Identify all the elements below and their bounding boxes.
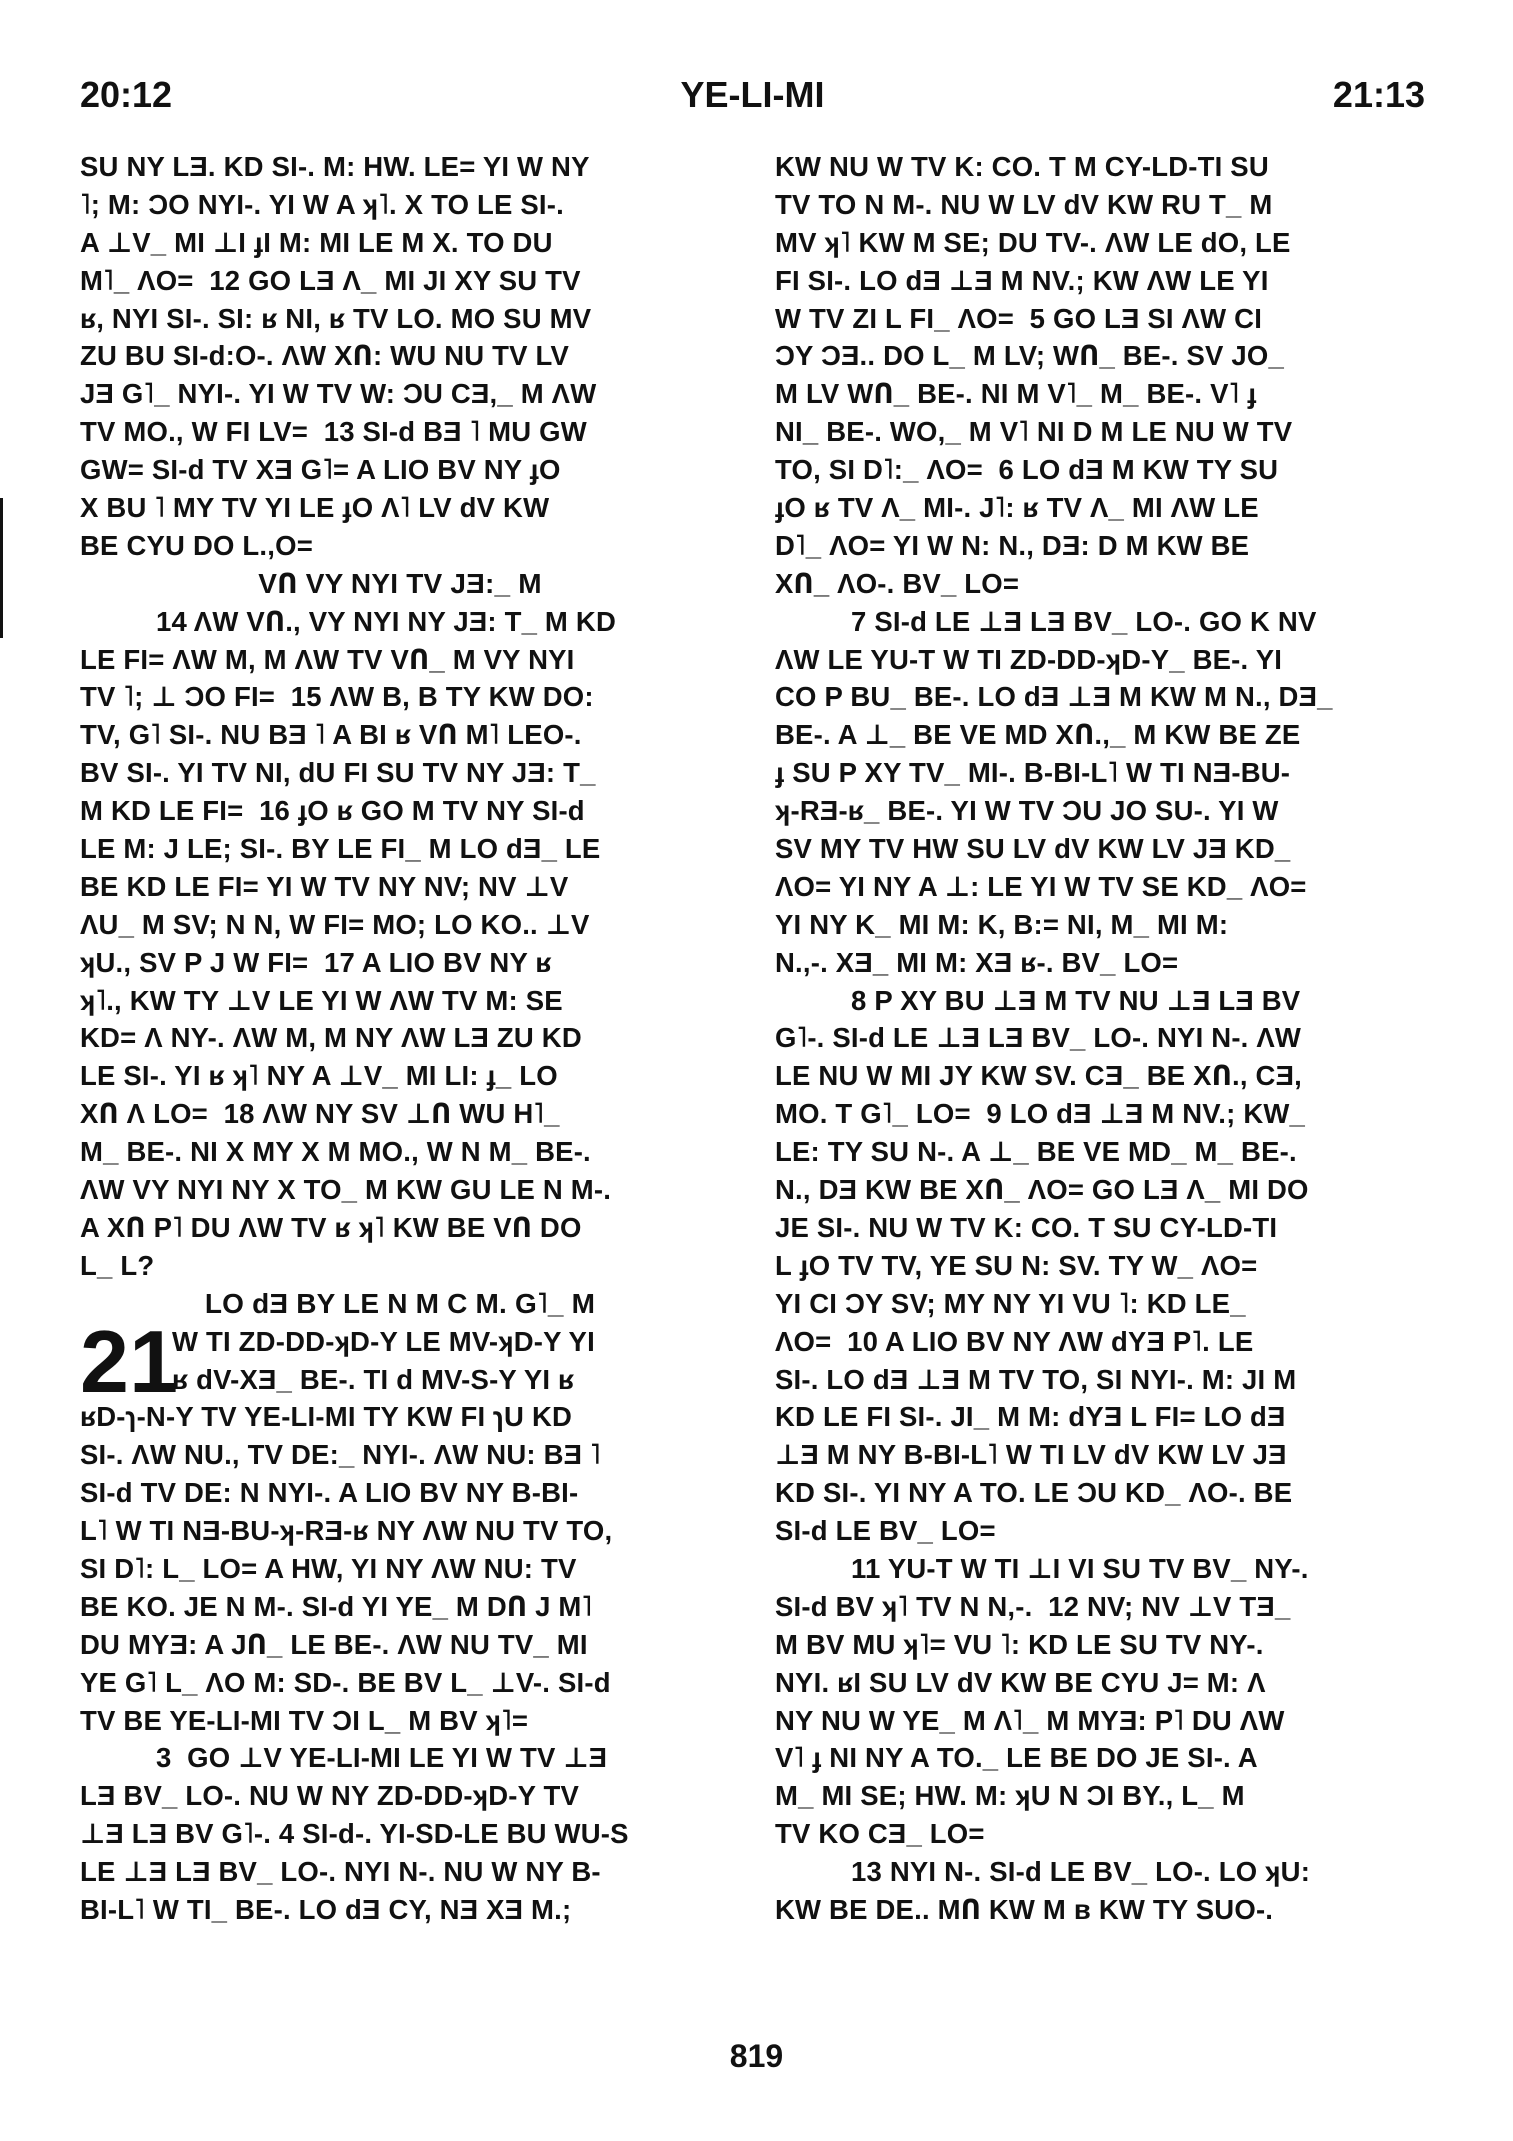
text-line: 8 P XY BU ⊥Ǝ M TV NU ⊥Ǝ LƎ BV	[851, 984, 1301, 1016]
text-line: KW NU W TV K: CO. T M CY-LD-TI SU	[775, 151, 1269, 182]
text-line: TV ˥; ⊥ ƆO FI= 15 ΛW B, B TY KW DO:	[80, 681, 594, 713]
text-line: M LV WՈ_ BE-. NI M V˥_ M_ BE-. V˥ ɟ	[775, 378, 1257, 410]
text-line: SU NY LƎ. KD SI-. M: HW. LE= YI W NY	[80, 151, 590, 182]
text-line: KW BE DE.. MՈ KW M в KW TY SUO-.	[775, 1893, 1274, 1925]
text-line: BE-. A ⊥_ BE VE MD XՈ.,_ M KW BE ZE	[775, 719, 1301, 751]
text-line: KD LE FI SI-. JI_ M M: dYƎ L FI= LO dƎ	[775, 1401, 1286, 1433]
text-line: YE G˥ L_ ΛO M: SD-. BE BV L_ ⊥V-. SI-d	[80, 1666, 611, 1698]
text-line: ʞ-RƎ-ʁ_ BE-. YI W TV ƆU JO SU-. YI W	[775, 795, 1279, 827]
text-line: N., DƎ KW BE XՈ_ ΛO= GO LƎ Λ_ MI DO	[775, 1174, 1309, 1206]
header-left-reference: 20:12	[80, 74, 173, 115]
text-line: M_ BE-. NI X MY X M MO., W N M_ BE-.	[80, 1136, 591, 1168]
text-line: ⊥Ǝ LƎ BV G˥-. 4 SI-d-. YI-SD-LE BU WU-S	[80, 1818, 629, 1850]
text-line: BI-L˥ W TI_ BE-. LO dƎ CY, NƎ XƎ M.;	[80, 1893, 572, 1925]
text-line: ˥; M: ƆO NYI-. YI W A ʞ˥. X TO LE SI-.	[80, 188, 564, 220]
text-line: ΛO= 10 A LIO BV NY ΛW dYƎ P˥. LE	[775, 1325, 1254, 1357]
text-line: BE CYU DO L.,O=	[80, 529, 313, 561]
text-line: FI SI-. LO dƎ ⊥Ǝ M NV.; KW ΛW LE YI	[775, 264, 1269, 296]
text-line: ʞ˥., KW TY ⊥V LE YI W ΛW TV M: SE	[80, 984, 563, 1016]
text-line: ʞU., SV P J W FI= 17 A LIO BV NY ʁ	[80, 946, 552, 978]
text-line: ΛW LE YU-T W TI ZD-DD-ʞD-Y_ BE-. YI	[775, 643, 1283, 675]
text-line: ɟ SU P XY TV_ MI-. B-BI-L˥ W TI NƎ-BU-	[775, 757, 1291, 789]
text-line: ΛW VY NYI NY X TO_ M KW GU LE N M-.	[80, 1174, 612, 1206]
text-line: NYI. ʁI SU LV dV KW BE CYU J= M: Λ	[775, 1666, 1266, 1698]
text-line: TV KO CƎ_ LO=	[775, 1818, 985, 1850]
text-line: M˥_ ΛO= 12 GO LƎ Λ_ MI JI XY SU TV	[80, 264, 581, 296]
header-right-reference: 21:13	[1332, 74, 1425, 115]
text-line: M_ MI SE; HW. M: ʞU N ƆI BY., L_ M	[775, 1780, 1245, 1812]
text-line: SI D˥: L_ LO= A HW, YI NY ΛW NU: TV	[80, 1552, 577, 1584]
text-line: M BV MU ʞ˥= VU ˥: KD LE SU TV NY-.	[775, 1628, 1264, 1660]
text-line: NY NU W YE_ M Λ˥_ M MYƎ: P˥ DU ΛW	[775, 1704, 1285, 1736]
text-line: L_ L?	[80, 1249, 155, 1281]
text-line: 14 ΛW VՈ., VY NYI NY JƎ: T_ M KD	[156, 605, 617, 637]
text-line: ʁ dV-XƎ_ BE-. TI d MV-S-Y YI ʁ	[172, 1363, 575, 1395]
text-line: DU MYƎ: A JՈ_ LE BE-. ΛW NU TV_ MI	[80, 1628, 588, 1660]
text-line: LE: TY SU N-. A ⊥_ BE VE MD_ M_ BE-.	[775, 1136, 1297, 1168]
text-line: W TV ZI L FI_ ΛO= 5 GO LƎ SI ΛW CI	[775, 302, 1263, 334]
text-line: 13 NYI N-. SI-d LE BV_ LO-. LO ʞU:	[851, 1856, 1311, 1888]
text-line: BE KO. JE N M-. SI-d YI YE_ M DՈ J M˥	[80, 1590, 593, 1622]
text-line: JE SI-. NU W TV K: CO. T SU CY-LD-TI	[775, 1211, 1278, 1243]
text-line: SI-d LE BV_ LO=	[775, 1515, 996, 1547]
text-line: L˥ W TI NƎ-BU-ʞ-RƎ-ʁ NY ΛW NU TV TO,	[80, 1515, 613, 1547]
chapter-opening	[80, 1311, 720, 1411]
text-line: ΛO= YI NY A ⊥: LE YI W TV SE KD_ ΛO=	[775, 870, 1307, 902]
text-line: ⊥Ǝ M NY B-BI-L˥ W TI LV dV KW LV JƎ	[775, 1439, 1287, 1471]
text-line: ʁD-ɿ-N-Y TV YE-LI-MI TY KW FI ɿU KD	[80, 1401, 573, 1433]
text-line: LE SI-. YI ʁ ʞ˥ NY A ⊥V_ MI LI: ɟ_ LO	[80, 1060, 558, 1092]
text-line: LE FI= ΛW M, M ΛW TV VՈ_ M VY NYI	[80, 643, 575, 675]
text-line: V˥ ɟ NI NY A TO._ LE BE DO JE SI-. A	[775, 1742, 1258, 1774]
text-line: TO, SI D˥:_ ΛO= 6 LO dƎ M KW TY SU	[775, 454, 1279, 486]
text-line: D˥_ ΛO= YI W N: N., DƎ: D M KW BE	[775, 529, 1250, 561]
text-line: GW= SI-d TV XƎ G˥= A LIO BV NY ɟO	[80, 454, 561, 486]
text-line: BV SI-. YI TV NI, dU FI SU TV NY JƎ: T_	[80, 757, 596, 789]
text-line: W TI ZD-DD-ʞD-Y LE MV-ʞD-Y YI	[172, 1325, 595, 1357]
text-line: ΛU_ M SV; N N, W FI= MO; LO KO.. ⊥V	[80, 908, 590, 940]
text-line: YI NY K_ MI M: K, B:= NI, M_ MI M:	[775, 908, 1229, 940]
text-line: MO. T G˥_ LO= 9 LO dƎ ⊥Ǝ M NV.; KW_	[775, 1098, 1306, 1130]
text-line: L ɟO TV TV, YE SU N: SV. TY W_ ΛO=	[775, 1249, 1258, 1281]
text-line: G˥-. SI-d LE ⊥Ǝ LƎ BV_ LO-. NYI N-. ΛW	[775, 1022, 1302, 1054]
text-line: KD= Λ NY-. ΛW M, M NY ΛW LƎ ZU KD	[80, 1022, 582, 1054]
text-line: CO P BU_ BE-. LO dƎ ⊥Ǝ M KW M N., DƎ_	[775, 681, 1333, 713]
text-line: LE ⊥Ǝ LƎ BV_ LO-. NYI N-. NU W NY B-	[80, 1856, 601, 1888]
text-line: KD SI-. YI NY A TO. LE ƆU KD_ ΛO-. BE	[775, 1477, 1293, 1509]
chapter-heading: LO dƎ BY LE N M C M. G˥_ M	[204, 1287, 596, 1319]
text-line: A XՈ P˥ DU ΛW TV ʁ ʞ˥ KW BE VՈ DO	[80, 1211, 582, 1243]
text-line: NI_ BE-. WO,_ M V˥ NI D M LE NU W TV	[775, 416, 1293, 448]
text-line: MV ʞ˥ KW M SE; DU TV-. ΛW LE dO, LE	[775, 226, 1291, 258]
page-number: 819	[729, 2038, 784, 2074]
text-line: ʁ, NYI SI-. SI: ʁ NI, ʁ TV LO. MO SU MV	[80, 302, 592, 334]
text-line: LƎ BV_ LO-. NU W NY ZD-DD-ʞD-Y TV	[80, 1780, 580, 1812]
text-line: SV MY TV HW SU LV dV KW LV JƎ KD_	[775, 833, 1291, 865]
right-column	[775, 148, 1415, 2038]
text-line: A ⊥V_ MI ⊥I ɟI M: MI LE M X. TO DU	[80, 226, 553, 258]
text-line: YI CI ƆY SV; MY NY YI VU ˥: KD LE_	[775, 1287, 1246, 1319]
text-line: M KD LE FI= 16 ɟO ʁ GO M TV NY SI-d	[80, 795, 585, 827]
section-heading: VՈ VY NYI TV JƎ:_ M	[258, 567, 542, 599]
text-line: SI-. ΛW NU., TV DE:_ NYI-. ΛW NU: BƎ ˥	[80, 1439, 601, 1471]
text-line: 7 SI-d LE ⊥Ǝ LƎ BV_ LO-. GO K NV	[851, 605, 1317, 637]
text-line: SI-d BV ʞ˥ TV N N,-. 12 NV; NV ⊥V TƎ_	[775, 1590, 1291, 1622]
text-line: X BU ˥ MY TV YI LE ɟO Λ˥ LV dV KW	[80, 492, 550, 524]
text-line: ƆY ƆƎ.. DO L_ M LV; WՈ_ BE-. SV JO_	[775, 340, 1284, 372]
running-header	[80, 74, 1425, 124]
text-line: TV, G˥ SI-. NU BƎ ˥ A BI ʁ VՈ M˥ LEO-.	[80, 719, 582, 751]
text-line: TV BE YE-LI-MI TV ƆI L_ M BV ʞ˥=	[80, 1704, 529, 1736]
text-line: 11 YU-T W TI ⊥I VI SU TV BV_ NY-.	[851, 1552, 1309, 1584]
text-line: XՈ_ ΛO-. BV_ LO=	[775, 567, 1020, 599]
text-line: SI-. LO dƎ ⊥Ǝ M TV TO, SI NYI-. M: JI M	[775, 1363, 1297, 1395]
text-line: LE M: J LE; SI-. BY LE FI_ M LO dƎ_ LE	[80, 833, 601, 865]
text-line: LE NU W MI JY KW SV. CƎ_ BE XՈ., CƎ,	[775, 1060, 1302, 1092]
chapter-number: 21	[80, 1311, 179, 1411]
text-line: TV TO N M-. NU W LV dV KW RU T_ M	[775, 188, 1273, 220]
text-line: JƎ G˥_ NYI-. YI W TV W: ƆU CƎ,_ M ΛW	[80, 378, 597, 410]
left-column	[80, 148, 720, 2038]
text-line: BE KD LE FI= YI W TV NY NV; NV ⊥V	[80, 870, 569, 902]
text-line: TV MO., W FI LV= 13 SI-d BƎ ˥ MU GW	[80, 416, 587, 448]
text-line: 3 GO ⊥V YE-LI-MI LE YI W TV ⊥Ǝ	[156, 1742, 608, 1774]
text-line: ZU BU SI-d:O-. ΛW XՈ: WU NU TV LV	[80, 340, 570, 372]
text-line: N.,-. XƎ_ MI M: XƎ ʁ-. BV_ LO=	[775, 946, 1179, 978]
text-line: ɟO ʁ TV Λ_ MI-. J˥: ʁ TV Λ_ MI ΛW LE	[775, 492, 1259, 524]
margin-rule	[0, 498, 3, 638]
header-book-title: YE-LI-MI	[680, 74, 825, 115]
text-line: SI-d TV DE: N NYI-. A LIO BV NY B-BI-	[80, 1477, 579, 1509]
text-line: XՈ Λ LO= 18 ΛW NY SV ⊥Ո WU H˥_	[80, 1098, 560, 1130]
